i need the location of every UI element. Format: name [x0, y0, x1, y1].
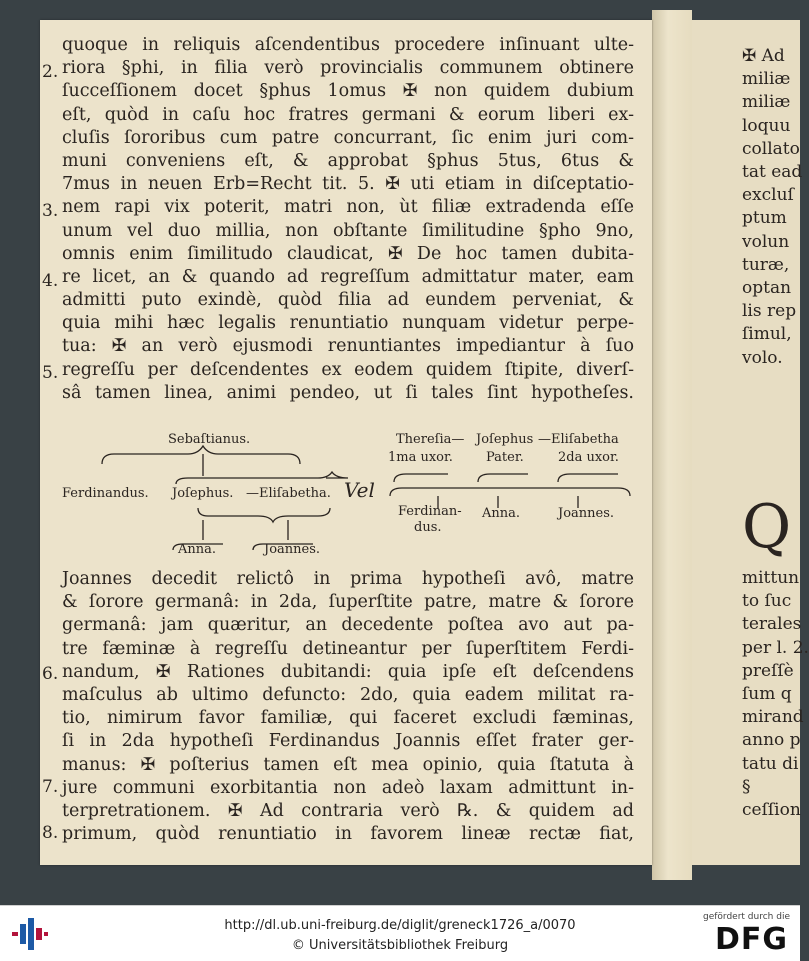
text-line: terpretrationem. ✠ Ad contraria verò ℞. & quidem ad: [62, 800, 634, 821]
facing-text-fragment: loquu: [742, 115, 791, 136]
facing-text-fragment: per l. 2.: [742, 637, 809, 658]
facing-page-fragment: [692, 20, 809, 865]
note-first-wife: 1ma uxor.: [388, 450, 453, 465]
facing-text-fragment: volun: [742, 231, 790, 252]
text-line: maſculus ab ultimo defuncto: 2do, quia eadem militat ra-: [62, 684, 634, 705]
facing-text-fragment: ✠ Ad: [742, 46, 785, 66]
facing-text-fragment: ptum: [742, 208, 787, 229]
facing-text-fragment: to ſuc: [742, 591, 792, 612]
person-anna: Anna.: [178, 542, 217, 557]
genealogy-diagram: [58, 430, 638, 570]
person-theresia: Thereſia—: [396, 432, 465, 447]
person-josephus-pater: Joſephus: [476, 432, 534, 447]
facing-text-fragment: excluſ: [742, 185, 794, 206]
text-line: sâ tamen linea, animi pendeo, ut ſi tales ſint hypotheſes.: [62, 382, 634, 403]
text-line: unum vel duo millia, non obſtante ſimilitudine §pho 9no,: [62, 220, 634, 241]
text-line: eſt, quòd in caſu hoc fratres germani & eorum liberi ex-: [62, 104, 634, 125]
text-line: tre fæminæ à regreſſu detineantur per ſuperſtitem Ferdi-: [62, 638, 634, 659]
facing-text-fragment: miliæ: [742, 92, 791, 113]
person-anna-2: Anna.: [482, 506, 521, 521]
drop-cap: Q: [742, 492, 792, 562]
margin-number: 6.: [42, 664, 59, 684]
note-father: Pater.: [486, 450, 524, 465]
facing-text-fragment: anno p: [742, 730, 801, 751]
margin-number: 8.: [42, 823, 59, 843]
facing-text-fragment: lis rep: [742, 301, 797, 322]
facing-text-fragment: tat ead: [742, 162, 803, 182]
text-line: tua: ✠ an verò ejusmodi renuntiantes impediantur à ſuo: [62, 336, 634, 357]
person-joannes: Joannes.: [264, 542, 321, 557]
text-line: & ſorore germanâ: in 2da, ſuperſtite patre, matre & ſorore: [62, 592, 634, 613]
book-gutter: [652, 10, 692, 880]
text-line: quoque in reliquis aſcendentibus procedere inſinuant ulte-: [62, 35, 634, 55]
person-elisabetha-2: —Eliſabetha: [538, 432, 619, 447]
text-line: nem rapi vix poterit, matri non, ùt filiæ extradenda eſſe: [62, 197, 634, 218]
body-text-lower: [62, 568, 634, 846]
person-josephus: Joſephus.: [172, 486, 234, 501]
margin-number: 2.: [42, 62, 59, 82]
facing-text-fragment: §: [742, 776, 751, 797]
facing-text-fragment: collato: [742, 138, 800, 159]
text-line: regreſſu per deſcendentes ex eodem quidem ſtipite, diverſ-: [62, 359, 634, 380]
copyright-text: © Universitätsbibliothek Freiburg: [291, 938, 509, 953]
text-line: ſi in 2da hypotheſi Ferdinandus Joannis eſſet frater ger-: [62, 731, 634, 752]
facing-text-fragment: optan: [742, 278, 792, 298]
funding-note: gefördert durch die: [703, 912, 790, 922]
facing-text-fragment: ſimul,: [742, 324, 792, 345]
facing-text-fragment: volo.: [742, 347, 783, 368]
text-line: tio, nimirum favor familiæ, qui faceret excludi fæminas,: [62, 708, 634, 729]
text-line: ſucceſſionem docet §phus 1omus ✠ non quidem dubium: [62, 81, 634, 102]
margin-number: 7.: [42, 777, 59, 797]
connector-vel: Vel: [344, 478, 375, 502]
facing-text-fragment: mirand: [742, 707, 804, 728]
person-joannes-2: Joannes.: [558, 506, 615, 521]
text-line: 7mus in neuen Erb=Recht tit. 5. ✠ uti etiam in diſceptatio-: [62, 174, 634, 195]
note-second-wife: 2da uxor.: [558, 450, 619, 465]
margin-number: 4.: [42, 271, 59, 291]
text-line: quia mihi hæc legalis renuntiatio nunquam videtur perpe-: [62, 313, 634, 334]
dfg-logo: DFG: [714, 922, 788, 957]
facing-text-fragment: preſſè: [742, 660, 794, 681]
viewer-footer: [0, 905, 800, 961]
body-text-upper: [62, 34, 634, 405]
page-url-link[interactable]: http://dl.ub.uni-freiburg.de/diglit/greneck1726_a/0070: [224, 918, 576, 933]
text-line: muni conveniens eſt, & approbat §phus 5tus, 6tus &: [62, 150, 634, 171]
facing-text-fragment: terales: [742, 614, 802, 635]
facing-text-fragment: tatu di: [742, 753, 799, 774]
text-line: cluſis ſororibus cum patre concurrant, ſic enim juri com-: [62, 127, 634, 148]
margin-number: 5.: [42, 363, 59, 383]
text-line: omnis enim ſimilitudo claudicat, ✠ De hoc tamen dubita-: [62, 243, 634, 264]
facing-text-fragment: miliæ: [742, 69, 791, 90]
text-line: Joannes decedit relictô in prima hypotheſi avô, matre: [62, 569, 634, 589]
text-line: manus: ✠ poſterius tamen eſt mea opinio, quia ſtatuta à: [62, 754, 634, 775]
person-ferdinandus: Ferdinandus.: [62, 486, 149, 501]
text-line: nandum, ✠ Rationes dubitandi: quia ipſe eſt deſcendens: [62, 661, 634, 682]
facing-text-fragment: turæ,: [742, 254, 790, 275]
text-line: germanâ: jam quæritur, an decedente poſtea avo aut pa-: [62, 615, 634, 636]
text-line: re licet, an & quando ad regreſſum admittatur mater, eam: [62, 266, 634, 287]
person-elisabetha: —Eliſabetha.: [246, 486, 331, 501]
person-sebastianus: Sebaſtianus.: [168, 432, 251, 447]
facing-text-fragment: ceſſion: [742, 800, 801, 820]
person-ferdinandus-2a: Ferdinan-: [398, 504, 462, 519]
text-line: riora §phi, in filia verò provincialis communem obtinere: [62, 58, 634, 79]
text-line: primum, quòd renuntiatio in favorem lineæ rectæ fiat,: [62, 824, 634, 845]
facing-text-fragment: mittun: [742, 568, 800, 588]
text-line: admitti puto exindè, quòd filia ad eundem perveniat, &: [62, 290, 634, 311]
person-ferdinandus-2b: dus.: [414, 520, 442, 535]
margin-number: 3.: [42, 201, 59, 221]
text-line: jure communi exorbitantia non adeò laxam admittunt in-: [62, 777, 634, 798]
facing-text-fragment: ſum q: [742, 684, 792, 704]
